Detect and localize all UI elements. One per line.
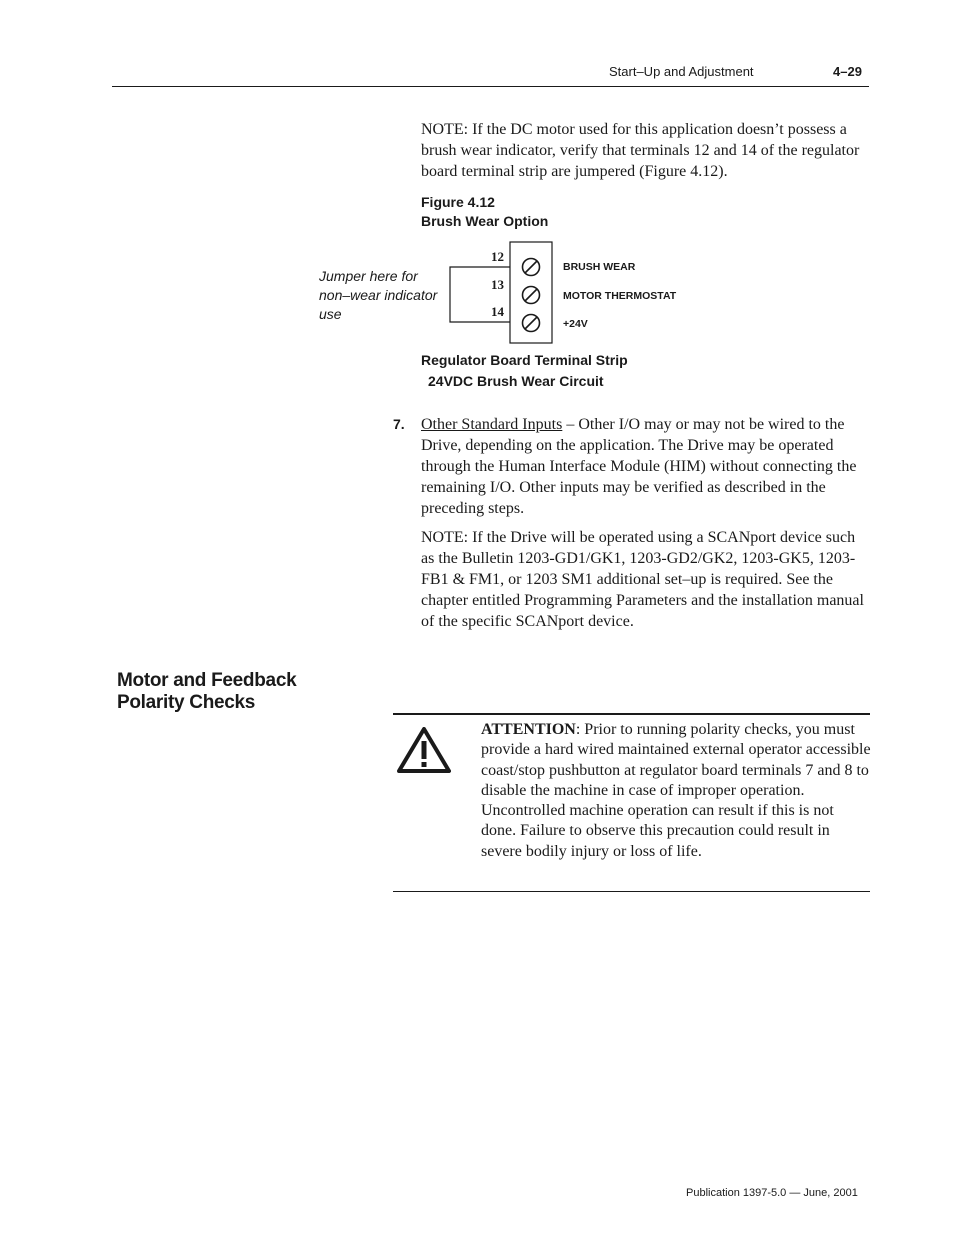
section-heading <box>117 670 296 714</box>
running-header-title: Start–Up and Adjustment <box>609 64 754 79</box>
figure-title: Brush Wear Option <box>421 213 549 229</box>
header-divider <box>112 86 869 87</box>
section-heading-line-2: Polarity Checks <box>117 692 256 713</box>
terminal-label-24v: +24V <box>563 318 588 330</box>
publication-footer: Publication 1397-5.0 — June, 2001 <box>686 1187 858 1199</box>
terminal-number-13: 13 <box>491 277 504 292</box>
terminal-label-brush-wear: BRUSH WEAR <box>563 261 636 273</box>
step-7-paragraph <box>421 414 871 519</box>
terminal-strip-diagram <box>440 236 690 346</box>
screw-icon <box>523 287 540 304</box>
attention-bottom-rule <box>393 891 870 892</box>
page-number: 4–29 <box>833 64 862 79</box>
attention-top-rule <box>393 713 870 715</box>
terminal-number-14: 14 <box>491 304 504 319</box>
warning-triangle-icon <box>397 727 451 773</box>
step-7-text: – Other I/O may or may not be wired to the Drive, depending on the application. The Drive may be operated through the Human Interface Module (HIM) without connecting the remaining I/O. Other inputs may be verified as described in the preceding steps. <box>421 416 857 517</box>
terminal-label-motor-thermostat: MOTOR THERMOSTAT <box>563 290 677 302</box>
note-paragraph-2: NOTE: If the Drive will be operated using a SCANport device such as the Bulletin 1203-GD1/GK1, 1203-GD2/GK2, 1203-GK5, 1203-FB1 & FM1, or 1203 SM1 additional set–up is required. See the chapter entitled Programming Parameters and the installation manual of the specific SCANport device. <box>421 529 864 630</box>
screw-icon <box>523 259 540 276</box>
attention-body: : Prior to running polarity checks, you must provide a hard wired maintained external operator accessible coast/stop pushbutton at regulator board terminals 7 and 8 to disable the machine in case of improper operation. Uncontrolled machine operation can result if this is not done. Failure to observe this precaution could result in severe bodily injury or loss of life. <box>481 721 871 860</box>
screw-icon <box>523 315 540 332</box>
terminal-number-12: 12 <box>491 249 504 264</box>
step-7-title: Other Standard Inputs <box>421 416 563 433</box>
step-number: 7. <box>393 416 405 432</box>
figure-caption-line-2: 24VDC Brush Wear Circuit <box>428 373 604 389</box>
note-paragraph-1: NOTE: If the DC motor used for this application doesn’t possess a brush wear indicator, verify that terminals 12 and 14 of the regulator board terminal strip are jumpered (Figure 4.12). <box>421 121 860 180</box>
section-heading-line-1: Motor and Feedback <box>117 670 297 691</box>
attention-label: ATTENTION <box>481 721 576 738</box>
jumper-annotation: Jumper here for non–wear indicator use <box>319 268 438 322</box>
attention-text <box>481 720 871 862</box>
figure-caption-line-1: Regulator Board Terminal Strip <box>421 352 628 368</box>
figure-number: Figure 4.12 <box>421 194 495 210</box>
